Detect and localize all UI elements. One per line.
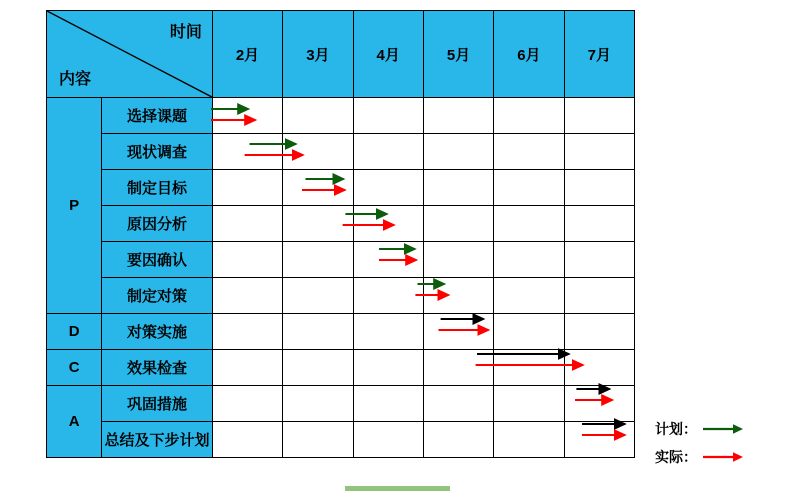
cell-3-5: [564, 206, 634, 242]
cell-8-3: [423, 386, 493, 422]
actual-arrow-icon: [701, 450, 745, 464]
cell-4-3: [423, 242, 493, 278]
cell-9-3: [423, 422, 493, 458]
header-month-1: 2月: [212, 11, 282, 98]
task-label-6: 对策实施: [102, 314, 213, 350]
table-row: [47, 350, 635, 386]
cell-1-3: [423, 134, 493, 170]
cell-2-3: [423, 170, 493, 206]
header-month-6: 7月: [564, 11, 634, 98]
cell-7-4: [494, 350, 564, 386]
header-time-label: 时间: [169, 24, 202, 41]
cell-1-0: [212, 134, 282, 170]
header-month-2: 3月: [283, 11, 353, 98]
header-month-4: 5月: [423, 11, 493, 98]
table-row: [47, 278, 635, 314]
cell-6-1: [283, 314, 353, 350]
header-month-3: 4月: [353, 11, 423, 98]
cell-7-2: [353, 350, 423, 386]
cell-6-4: [494, 314, 564, 350]
cell-3-0: [212, 206, 282, 242]
table-row: [47, 206, 635, 242]
cell-8-4: [494, 386, 564, 422]
task-label-8: 巩固措施: [102, 386, 213, 422]
cell-8-2: [353, 386, 423, 422]
table-row: [47, 134, 635, 170]
task-label-9: 总结及下步计划: [102, 422, 213, 458]
group-label-d: D: [47, 314, 102, 350]
table-row: [47, 386, 635, 422]
cell-4-2: [353, 242, 423, 278]
legend-item-plan: [655, 415, 785, 443]
task-label-3: 原因分析: [102, 206, 213, 242]
cell-1-1: [283, 134, 353, 170]
cell-1-4: [494, 134, 564, 170]
task-label-1: 现状调查: [102, 134, 213, 170]
cell-5-3: [423, 278, 493, 314]
cell-2-4: [494, 170, 564, 206]
group-label-a: A: [47, 386, 102, 458]
cell-2-2: [353, 170, 423, 206]
cell-4-5: [564, 242, 634, 278]
table-row: [47, 314, 635, 350]
cell-2-5: [564, 170, 634, 206]
table-header-row: [47, 11, 635, 98]
cell-9-4: [494, 422, 564, 458]
header-month-5: 6月: [494, 11, 564, 98]
cell-8-0: [212, 386, 282, 422]
cell-9-2: [353, 422, 423, 458]
gantt-table-body: [47, 11, 635, 458]
cell-1-2: [353, 134, 423, 170]
cell-8-1: [283, 386, 353, 422]
group-label-p: P: [47, 98, 102, 314]
cell-6-5: [564, 314, 634, 350]
task-label-5: 制定对策: [102, 278, 213, 314]
cell-3-4: [494, 206, 564, 242]
task-label-2: 制定目标: [102, 170, 213, 206]
cell-2-1: [283, 170, 353, 206]
cell-0-1: [283, 98, 353, 134]
bottom-green-streak: [345, 486, 450, 491]
cell-9-1: [283, 422, 353, 458]
cell-5-4: [494, 278, 564, 314]
cell-5-2: [353, 278, 423, 314]
cell-6-3: [423, 314, 493, 350]
task-label-4: 要因确认: [102, 242, 213, 278]
plan-arrow-icon: [701, 422, 745, 436]
cell-5-5: [564, 278, 634, 314]
cell-7-0: [212, 350, 282, 386]
task-label-0: 选择课题: [102, 98, 213, 134]
legend: [655, 415, 785, 471]
cell-8-5: [564, 386, 634, 422]
cell-0-2: [353, 98, 423, 134]
cell-9-0: [212, 422, 282, 458]
cell-9-5: [564, 422, 634, 458]
cell-0-0: [212, 98, 282, 134]
cell-7-3: [423, 350, 493, 386]
cell-0-5: [564, 98, 634, 134]
cell-7-5: [564, 350, 634, 386]
task-label-7: 效果检查: [102, 350, 213, 386]
table-row: [47, 242, 635, 278]
cell-1-5: [564, 134, 634, 170]
header-content-label: 内容: [59, 71, 92, 88]
cell-5-0: [212, 278, 282, 314]
cell-4-1: [283, 242, 353, 278]
cell-4-4: [494, 242, 564, 278]
cell-2-0: [212, 170, 282, 206]
legend-label-plan: 计划：: [655, 421, 697, 437]
cell-7-1: [283, 350, 353, 386]
cell-4-0: [212, 242, 282, 278]
legend-label-actual: 实际：: [655, 449, 697, 465]
cell-0-4: [494, 98, 564, 134]
cell-6-2: [353, 314, 423, 350]
cell-5-1: [283, 278, 353, 314]
group-label-c: C: [47, 350, 102, 386]
gantt-table: [46, 10, 635, 458]
cell-3-3: [423, 206, 493, 242]
legend-item-actual: [655, 443, 785, 471]
table-row: [47, 422, 635, 458]
table-row: [47, 170, 635, 206]
cell-3-2: [353, 206, 423, 242]
gantt-table-wrapper: [46, 10, 635, 480]
cell-0-3: [423, 98, 493, 134]
cell-3-1: [283, 206, 353, 242]
table-row: [47, 98, 635, 134]
cell-6-0: [212, 314, 282, 350]
header-corner-cell: [47, 11, 213, 98]
